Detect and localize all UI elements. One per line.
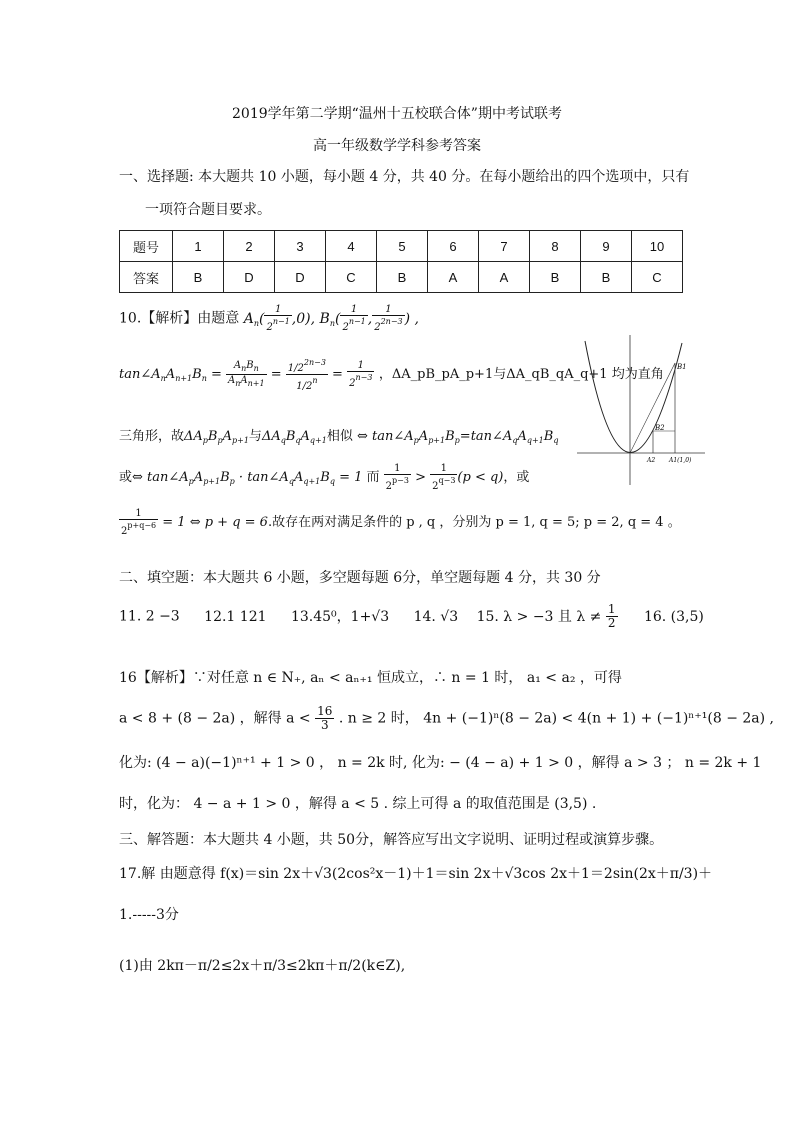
- page-subtitle: 高一年级数学学科参考答案: [313, 138, 481, 154]
- q10-formula-points: $A_n$( $\frac{1}{2^{n-1}}$ ,0), $B_n$( $\frac{1}{2^{n-1}}$ , $\frac{1}{2^{2n-3}}$ ) ,: [243, 304, 420, 333]
- section2-heading: 二、填空题：本大题共 6 小题，多空题每题 6分，单空题每题 4 分，共 30 分: [119, 570, 601, 586]
- answer-15-prefix: 15. λ > −3 且 λ ≠: [476, 608, 602, 625]
- section1-heading: 一、选择题: 本大题共 10 小题，每小题 4 分，共 40 分。在每小题给出的四个选项中，只有: [119, 169, 690, 185]
- q10-line3-prefix: 三角形，故: [119, 429, 185, 444]
- answer-16: 16. (3,5): [643, 608, 704, 625]
- table-cell: 9: [581, 231, 632, 262]
- table-row-answers: [120, 262, 683, 293]
- q10-line3-mid: 相似: [326, 429, 353, 444]
- answer-table: [119, 230, 683, 293]
- q10-right-triangle-text: ，ΔA_pB_pA_p+1与ΔA_qB_qA_q+1 均为直角: [378, 367, 664, 382]
- table-cell: C: [326, 262, 377, 293]
- q16-line1: 16【解析】∵对任意 n ∈ N₊, aₙ < aₙ₊₁ 恒成立，∴ n = 1 时， a₁ < a₂ ，可得: [119, 670, 622, 686]
- table-row-numbers: [120, 231, 683, 262]
- q10-tan-formula: $\tan\angle A_nA_{n+1}B_n$ = $\frac{A_nB_n}{A_nA_{n+1}}$ = $\frac{1/2^{2n-3}}{1/2^n}$ = $\frac{1}{2^{n-3}}$: [119, 358, 373, 392]
- table-cell: 7: [479, 231, 530, 262]
- parabola-curve: [585, 341, 682, 453]
- table-cell: D: [275, 262, 326, 293]
- q16-line2-prefix: a < 8 + (8 − 2a) ，解得 a <: [119, 710, 311, 727]
- segment-o-b1: [630, 363, 675, 453]
- table-cell: 8: [530, 231, 581, 262]
- label-a2: A2: [647, 457, 656, 464]
- answer-14: 14. √3: [413, 608, 459, 625]
- parabola-graph: [577, 333, 707, 488]
- q17-line2: 1.-----3分: [119, 907, 179, 923]
- answer-12: 12.1 121: [204, 608, 267, 625]
- label-a1: A1(1,0): [669, 457, 692, 464]
- q10-line1: [119, 304, 419, 333]
- q10-line5: $\frac{1}{2^{p+q-6}}$ = 1 ⇔ p + q = 6.故存在两对满足条件的 p , q ，分别为 p = 1, q = 5; p = 2, q = 4 。: [121, 508, 681, 537]
- table-cell: B: [530, 262, 581, 293]
- q17-line1: 17.解 由题意得 f(x)＝sin 2x＋√3(2cos²x－1)＋1＝sin 2x＋√3cos 2x＋1＝2sin(2x＋π/3)＋: [119, 866, 713, 882]
- page-title: 2019学年第二学期“温州十五校联合体”期中考试联考: [232, 106, 562, 122]
- table-cell: 5: [377, 231, 428, 262]
- label-b1: B1: [677, 363, 687, 371]
- fill-answers-line: [119, 603, 704, 630]
- answer-15-frac-d: 2: [607, 616, 616, 630]
- row-label-number: 题号: [120, 231, 173, 262]
- answer-15-frac-n: 1: [607, 602, 616, 616]
- q17-line3: (1)由 2kπ－π/2≤2x＋π/3≤2kπ＋π/2(k∈Z),: [119, 958, 406, 974]
- q16-frac-n: 16: [317, 704, 333, 718]
- table-cell: 3: [275, 231, 326, 262]
- label-b2: B2: [655, 424, 665, 432]
- q16-line4: 时，化为： 4 − a + 1 > 0 ，解得 a < 5 . 综上可得 a 的取值范围是 (3,5) .: [119, 796, 597, 812]
- q10-label: 10.【解析】由题意: [119, 310, 240, 327]
- row-label-answer: 答案: [120, 262, 173, 293]
- answer-15: [476, 602, 618, 630]
- table-cell: C: [632, 262, 683, 293]
- answer-11: 11. 2 −3: [119, 608, 180, 625]
- table-cell: 4: [326, 231, 377, 262]
- q10-line4: 或⇔ $\tan\angle A_pA_{p+1}B_p$ · $\tan\angle A_qA_{q+1}B_q = 1$ 而 $\frac{1}{2^{p-3}}$ > $\frac{1}{2^{q-3}}$ (p < q)，或: [119, 463, 530, 492]
- q16-frac-d: 3: [320, 718, 329, 732]
- section1-heading-cont: 一项符合题目要求。: [145, 202, 271, 218]
- q10-line4-suffix: ，或: [503, 470, 530, 485]
- q10-line3: 三角形，故$\Delta A_pB_pA_{p+1}$与$\Delta A_qB_qA_{q+1}$相似 ⇔ $\tan\angle A_pA_{p+1}B_p=\tan\angle A_qA_{q+1}B_q$: [119, 429, 559, 445]
- q16-line2-suffix: . n ≥ 2 时， 4n + (−1)ⁿ(8 − 2a) < 4(n + 1) + (−1)ⁿ⁺¹(8 − 2a) ,: [338, 710, 774, 727]
- q16-line3: 化为: (4 − a)(−1)ⁿ⁺¹ + 1 > 0 ， n = 2k 时, 化为: − (4 − a) + 1 > 0 ，解得 a > 3 ； n = 2k + 1: [119, 755, 762, 771]
- table-cell: 6: [428, 231, 479, 262]
- q16-line2: [119, 705, 774, 732]
- q10-line4-prefix: 或: [119, 470, 133, 485]
- table-cell: A: [428, 262, 479, 293]
- section3-heading: 三、解答题：本大题共 4 小题，共 50分，解答应写出文字说明、证明过程或演算步骤。: [119, 832, 664, 848]
- table-cell: B: [173, 262, 224, 293]
- table-cell: B: [377, 262, 428, 293]
- table-cell: D: [224, 262, 275, 293]
- table-cell: 2: [224, 231, 275, 262]
- q10-line5-suffix: .故存在两对满足条件的 p , q ，分别为 p = 1, q = 5; p = 2, q = 4 。: [267, 515, 681, 530]
- answer-13: 13.45⁰，1+√3: [290, 608, 390, 625]
- table-cell: B: [581, 262, 632, 293]
- table-cell: A: [479, 262, 530, 293]
- table-cell: 10: [632, 231, 683, 262]
- table-cell: 1: [173, 231, 224, 262]
